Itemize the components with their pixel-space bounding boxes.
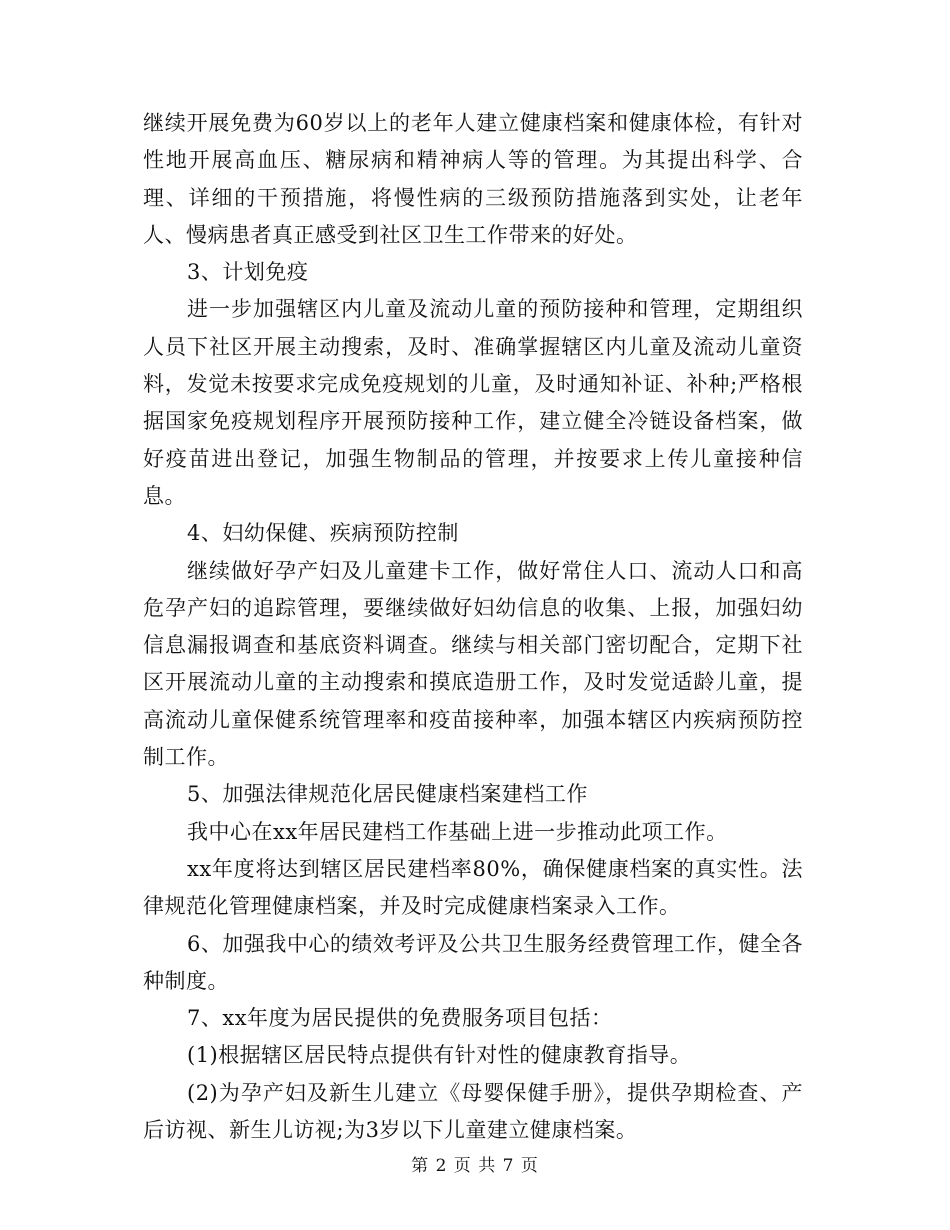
paragraph-maternal-child: 继续做好孕产妇及儿童建卡工作，做好常住人口、流动人口和高危孕产妇的追踪管理，要继续做好妇幼信息的收集、上报，加强妇幼信息漏报调查和基底资料调查。继续与相关部门密切配合，定期下社区开展流动儿童的主动搜索和摸底造册工作，及时发觉适龄儿童，提高流动儿童保健系统管理率和疫苗接种率，加强本辖区内疾病预防控制工作。	[143, 558, 803, 770]
page-footer: 第 2 页 共 7 页	[411, 1156, 539, 1176]
heading-health-records: 5、加强法律规范化居民健康档案建档工作	[187, 782, 588, 807]
paragraph-immunization: 进一步加强辖区内儿童及流动儿童的预防接种和管理，定期组织人员下社区开展主动搜索，及时、准确掌握辖区内儿童及流动儿童资料，发觉未按要求完成免疫规划的儿童，及时通知补证、补种;严格根据国家免疫规划程序开展预防接种工作，建立健全冷链设备档案，做好疫苗进出登记，加强生物制品的管理，并按要求上传儿童接种信息。	[143, 297, 803, 508]
heading-free-services: 7、xx年度为居民提供的免费服务项目包括：	[187, 1006, 613, 1031]
heading-maternal-child: 4、妇幼保健、疾病预防控制	[187, 521, 459, 546]
paragraph-elderly-health: 继续开展免费为60岁以上的老年人建立健康档案和健康体检，有针对性地开展高血压、糖尿病和精神病人等的管理。为其提出科学、合理、详细的干预措施，将慢性病的三级预防措施落到实处，让老年人、慢病患者真正感受到社区卫生工作带来的好处。	[143, 111, 803, 247]
paragraph-records-base: 我中心在xx年居民建档工作基础上进一步推动此项工作。	[187, 819, 728, 844]
document-body	[143, 105, 803, 1149]
list-item-service-2: (2)为孕产妇及新生儿建立《母婴保健手册》，提供孕期检查、产后访视、新生儿访视;为3岁以下儿童建立健康档案。	[143, 1080, 803, 1143]
list-item-service-1: (1)根据辖区居民特点提供有针对性的健康教育指导。	[187, 1043, 692, 1068]
heading-immunization: 3、计划免疫	[187, 260, 309, 285]
heading-performance: 6、加强我中心的绩效考评及公共卫生服务经费管理工作，健全各种制度。	[143, 931, 803, 993]
paragraph-records-rate: xx年度将达到辖区居民建档率80%，确保健康档案的真实性。法律规范化管理健康档案，并及时完成健康档案录入工作。	[143, 856, 803, 919]
